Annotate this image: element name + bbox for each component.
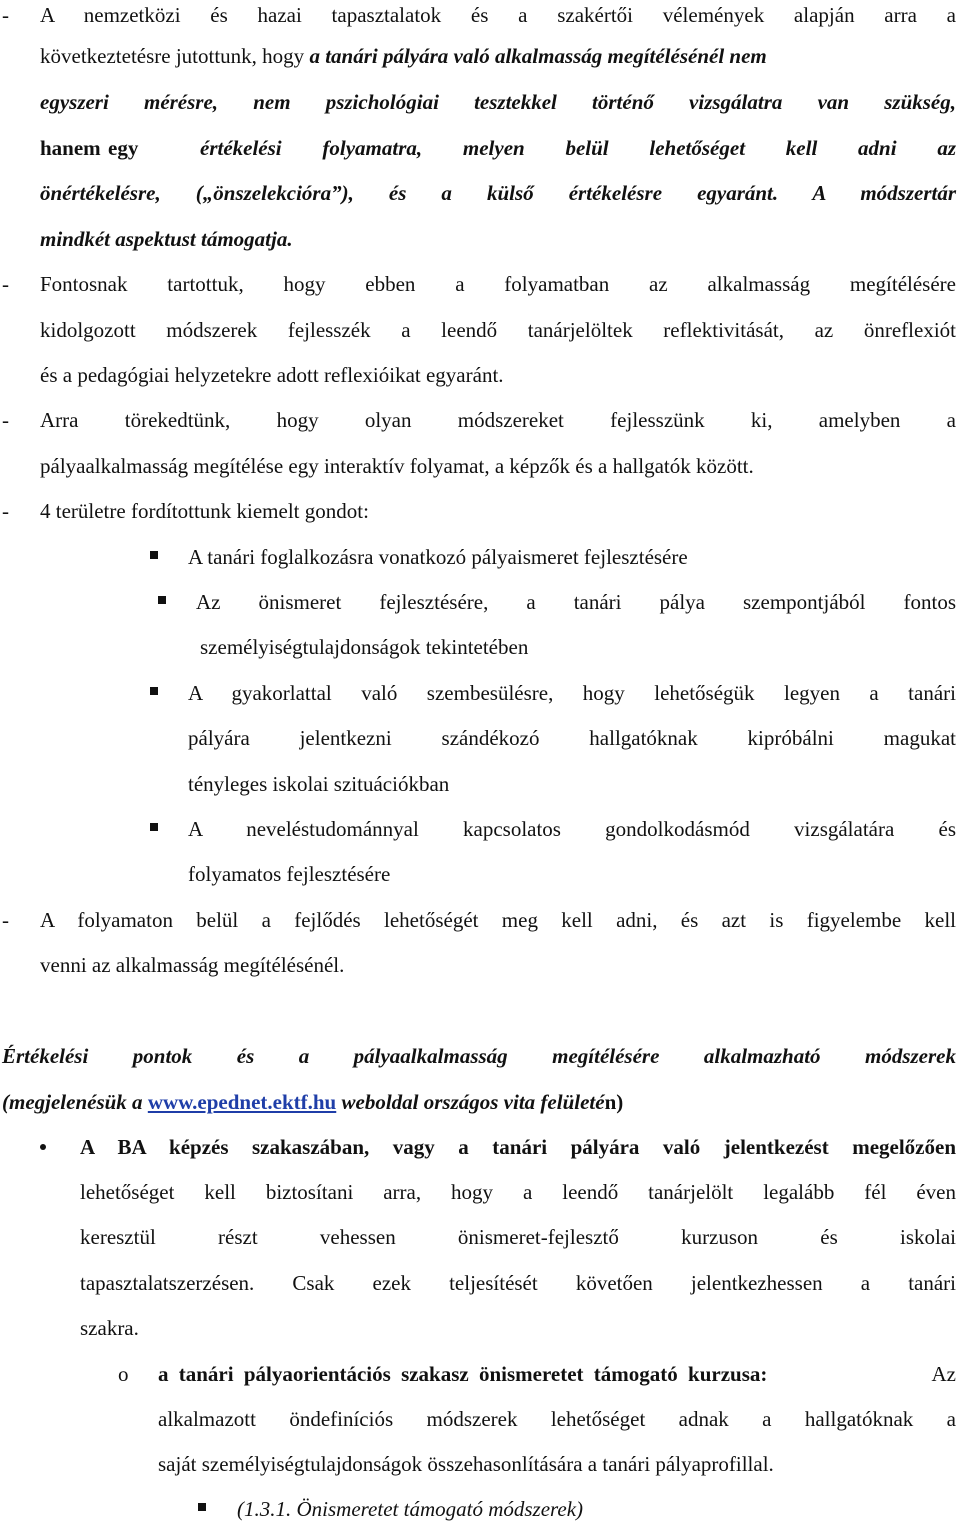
paragraph-2-text: és a pedagógiai helyzetekre adott reflexióikat egyaránt.	[40, 363, 504, 387]
list-item-text: lehetőséget kell biztosítani arra, hogy a leendő tanárjelölt legalább fél éven	[80, 1180, 956, 1204]
paragraph-5-text: venni az alkalmasság megítélésénél.	[40, 953, 345, 977]
square-list-item	[0, 542, 960, 572]
section-heading: (megjelenésük a	[2, 1090, 148, 1114]
paragraph-1-line	[0, 224, 960, 254]
paragraph-2-line	[0, 269, 960, 299]
paragraph-3-text: pályaalkalmasság megítélése egy interaktív folyamat, a képzők és a hallgatók között.	[40, 454, 754, 478]
circle-list-item-continuation	[0, 1404, 960, 1434]
section-heading: Értékelési pontok és a pályaalkalmasság megítélésére alkalmazható módszerek	[2, 1044, 956, 1068]
round-list-item-continuation	[0, 1268, 960, 1298]
square-list-item	[0, 1494, 960, 1524]
paragraph-3-line	[0, 405, 960, 435]
method-reference: (1.3.1. Önismeretet támogató módszerek)	[237, 1497, 584, 1521]
dash-bullet: -	[2, 3, 9, 27]
list-item-text: Az	[931, 1362, 956, 1386]
paragraph-1-text: A nemzetközi és hazai tapasztalatok és a szakértői vélemények alapján arra a	[40, 3, 956, 27]
list-item-text: keresztül részt vehessen önismeret-fejlesztő kurzuson és iskolai	[80, 1225, 956, 1249]
list-item-text: tapasztalatszerzésen. Csak ezek teljesítését követően jelentkezhessen a tanári	[80, 1271, 956, 1295]
section-heading-line	[0, 1041, 960, 1071]
dash-bullet: -	[2, 272, 9, 296]
square-list-item-continuation	[0, 632, 960, 662]
paragraph-5-text: A folyamaton belül a fejlődés lehetőségét meg kell adni, és azt is figyelembe kell	[40, 908, 956, 932]
list-item-text: alkalmazott öndefiníciós módszerek lehetőséget adnak a hallgatóknak a	[158, 1407, 956, 1431]
list-item-text: Az önismeret fejlesztésére, a tanári pálya szempontjából fontos	[196, 590, 956, 614]
section-heading: weboldal országos vita felületé	[336, 1090, 605, 1114]
dash-bullet: -	[2, 908, 9, 932]
list-item-text: A tanári foglalkozásra vonatkozó pályaismeret fejlesztésére	[188, 545, 688, 569]
list-item-text: saját személyiségtulajdonságok összehasonlítására a tanári pályaprofillal.	[158, 1452, 774, 1476]
square-list-item-continuation	[0, 859, 960, 889]
paragraph-2-line	[0, 360, 960, 390]
square-list-item-continuation	[0, 769, 960, 799]
paragraph-1-emphasis: értékelési folyamatra, melyen belül lehetőséget kell adni az	[200, 136, 956, 160]
paragraph-1-emphasis: egy	[108, 136, 139, 160]
square-list-item-continuation	[0, 723, 960, 753]
list-item-text: folyamatos fejlesztésére	[188, 862, 391, 886]
round-bullet-icon	[40, 1144, 46, 1150]
circle-list-item-continuation	[0, 1449, 960, 1479]
paragraph-4-line	[0, 496, 960, 526]
paragraph-3-line	[0, 451, 960, 481]
section-heading: n)	[604, 1090, 624, 1114]
paragraph-1-emphasis: hanem	[40, 136, 101, 160]
circle-list-item	[0, 1359, 960, 1389]
paragraph-5-line	[0, 905, 960, 935]
square-list-item	[0, 587, 960, 617]
list-item-text: személyiségtulajdonságok tekintetében	[200, 635, 529, 659]
paragraph-1-emphasis: a tanári pályára való alkalmasság megítélésénél nem	[309, 44, 767, 68]
round-list-item	[0, 1132, 960, 1162]
paragraph-1-emphasis: önértékelésre, („önszelekcióra”), és a külső értékelésre egyaránt. A módszertár	[40, 181, 956, 205]
paragraph-2-text: kidolgozott módszerek fejlesszék a leendő tanárjelöltek reflektivitását, az önreflexiót	[40, 318, 956, 342]
section-heading-line	[0, 1087, 960, 1117]
square-list-item	[0, 678, 960, 708]
list-item-text: szakra.	[80, 1316, 139, 1340]
paragraph-1-emphasis: mindkét aspektust támogatja.	[40, 227, 293, 251]
epednet-link[interactable]: www.epednet.ektf.hu	[147, 1090, 337, 1114]
square-bullet-icon	[198, 1503, 206, 1511]
paragraph-2-text: Fontosnak tartottuk, hogy ebben a folyamatban az alkalmasság megítélésére	[40, 272, 956, 296]
list-item-heading: a tanári pályaorientációs szakasz önismeretet támogató kurzusa:	[158, 1362, 768, 1386]
dash-bullet: -	[2, 408, 9, 432]
list-item-text: A gyakorlattal való szembesülésre, hogy lehetőségük legyen a tanári	[188, 681, 956, 705]
square-bullet-icon	[150, 687, 158, 695]
paragraph-1-line	[0, 0, 960, 30]
paragraph-3-text: Arra törekedtünk, hogy olyan módszereket fejlesszünk ki, amelyben a	[40, 408, 956, 432]
paragraph-4-text: 4 területre fordítottunk kiemelt gondot:	[40, 499, 369, 523]
square-bullet-icon	[150, 551, 158, 559]
round-list-item-continuation	[0, 1177, 960, 1207]
paragraph-1-emphasis: egyszeri mérésre, nem pszichológiai tesztekkel történő vizsgálatra van szükség,	[40, 90, 956, 114]
paragraph-1-line	[0, 87, 960, 117]
list-item-heading: A BA képzés szakaszában, vagy a tanári pályára való jelentkezést megelőzően	[80, 1135, 956, 1159]
square-list-item	[0, 814, 960, 844]
circle-bullet: o	[118, 1362, 129, 1386]
paragraph-1-line	[0, 178, 960, 208]
paragraph-5-line	[0, 950, 960, 980]
round-list-item-continuation	[0, 1222, 960, 1252]
list-item-text: tényleges iskolai szituációkban	[188, 772, 450, 796]
round-list-item-continuation	[0, 1313, 960, 1343]
paragraph-1-line	[0, 41, 960, 71]
paragraph-1-line	[0, 133, 960, 163]
square-bullet-icon	[158, 596, 166, 604]
list-item-text: pályára jelentkezni szándékozó hallgatóknak kipróbálni magukat	[188, 726, 956, 750]
paragraph-1-text: következtetésre jutottunk, hogy	[40, 44, 310, 68]
list-item-text: A neveléstudománnyal kapcsolatos gondolkodásmód vizsgálatára és	[188, 817, 956, 841]
paragraph-2-line	[0, 315, 960, 345]
square-bullet-icon	[150, 823, 158, 831]
dash-bullet: -	[2, 499, 9, 523]
